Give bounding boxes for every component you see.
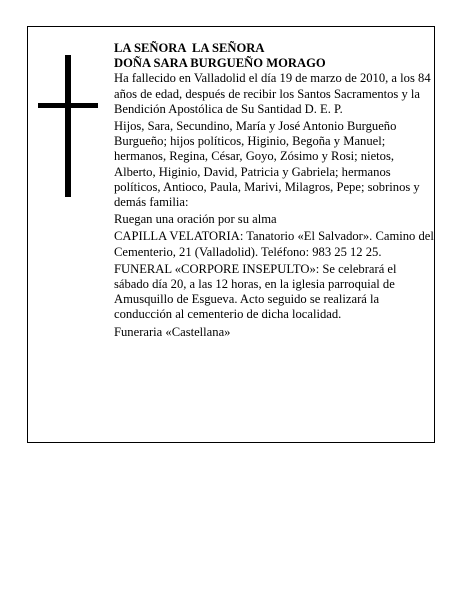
cross-horizontal-bar: [38, 103, 98, 108]
cross-icon: [38, 55, 98, 197]
cross-vertical-bar: [65, 55, 71, 197]
notice-title-line1: LA SEÑORA LA SEÑORA: [114, 41, 265, 55]
notice-content: [114, 41, 434, 342]
family-list: Hijos, Sara, Secundino, María y José Antonio Burgueño Burgueño; hijos políticos, Higinio, Begoña y Manuel; hermanos, Regina, César, Goyo, Zósimo y Rosi; nietos, Alberto, Higinio, David, Patricia y Gabriela; hermanos políticos, Antioco, Paula, Marivi, Milagros, Pepe; sobrinos y demás familia:: [114, 119, 420, 210]
death-announcement: Ha fallecido en Valladolid el día 19 de marzo de 2010, a los 84 años de edad, después de recibir los Santos Sacramentos y la Bendición Apostólica de Su Santidad D. E. P.: [114, 71, 431, 116]
prayer-request: Ruegan una oración por su alma: [114, 212, 277, 227]
funeral-info: FUNERAL «CORPORE INSEPULTO»: Se celebrará el sábado día 20, a las 12 horas, en la iglesia parroquial de Amusquillo de Esgueva. Acto seguido se realizará la conducción al cementerio de dicha localidad.: [114, 261, 397, 322]
notice-title-line2: DOÑA SARA BURGUEÑO MORAGO: [114, 56, 326, 71]
chapel-info: CAPILLA VELATORIA: Tanatorio «El Salvador». Camino del Cementerio, 21 (Valladolid). Teléfono: 983 25 12 25.: [114, 229, 434, 259]
funeral-home: Funeraria «Castellana»: [114, 324, 231, 339]
obituary-notice: [27, 26, 435, 443]
